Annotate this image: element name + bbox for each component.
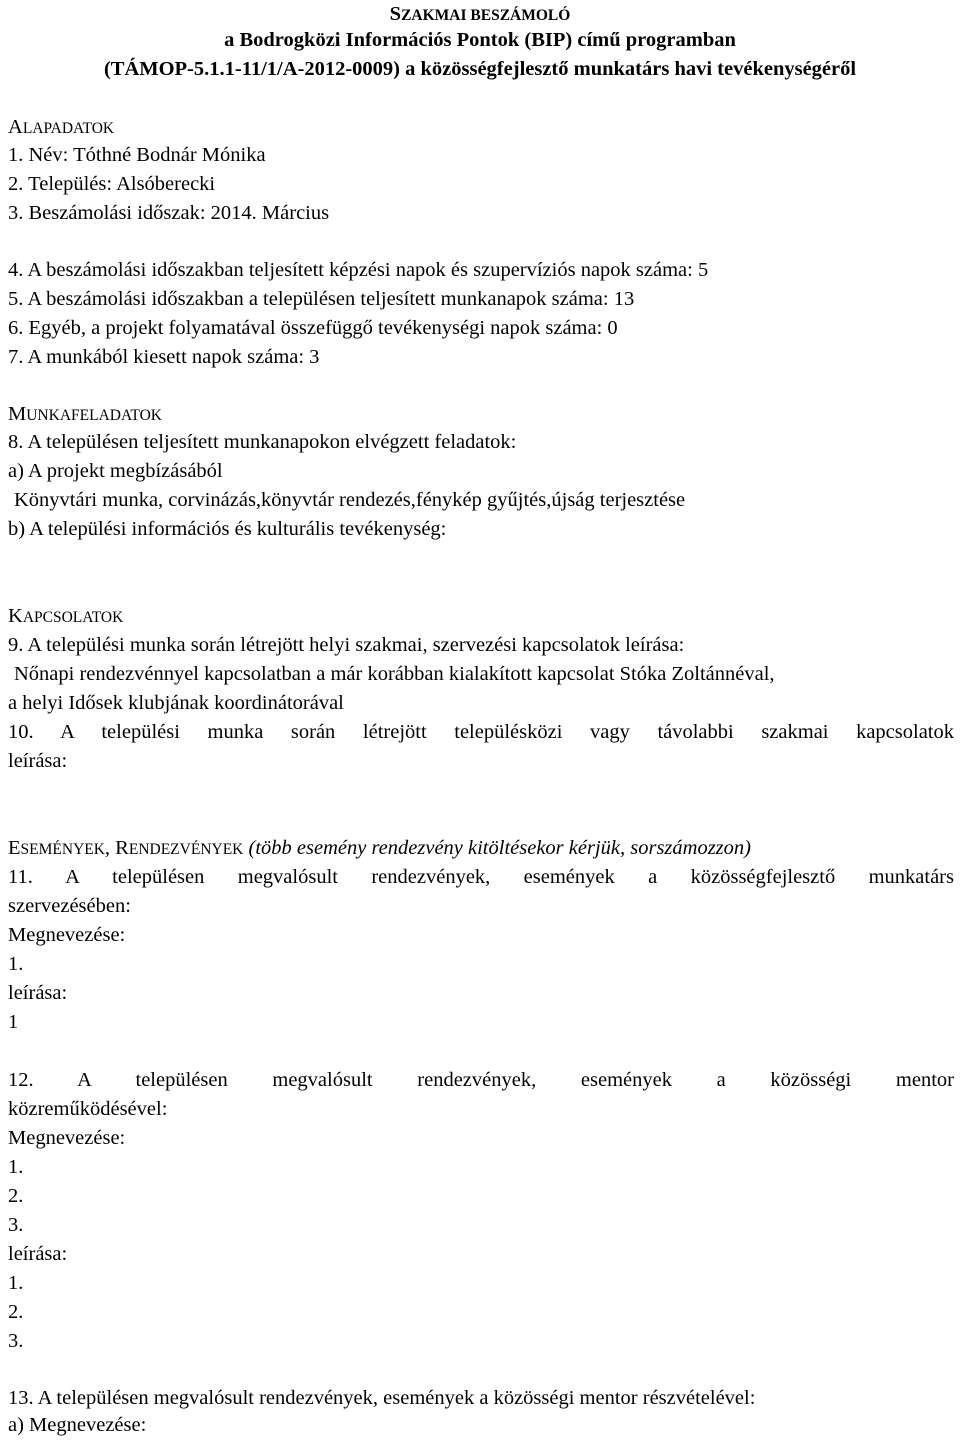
events-mentor-desc-3: 3. <box>8 1330 24 1352</box>
item-events-organized: 11. A településen megvalósult rendezvények, események a közösségfejlesztő munkatárs <box>8 866 954 888</box>
item-training-days: 4. A beszámolási időszakban teljesített képzési napok és szupervíziós napok száma: 5 <box>8 259 709 281</box>
events-organized-desc-1: 1 <box>8 1011 19 1033</box>
events-organized-name-label: Megnevezése: <box>8 924 126 946</box>
heading-separator: , <box>104 837 116 859</box>
item-events-organized-cont: szervezésében: <box>8 895 131 917</box>
heading-rest: UNKAFELADATOK <box>26 407 163 424</box>
item-events-mentor-assisted-cont: közreműködésével: <box>8 1098 168 1120</box>
sub-item-info-activity: b) A települési információs és kulturális tevékenység: <box>8 518 447 540</box>
item-settlement: 2. Település: Alsóberecki <box>8 173 216 195</box>
events-organized-desc-label: leírása: <box>8 982 68 1004</box>
section-heading-esemenyek <box>8 834 956 864</box>
item-other-days: 6. Egyéb, a projekt folyamatával összefüggő tevékenységi napok száma: 0 <box>8 317 618 339</box>
events-mentor-desc-2: 2. <box>8 1301 24 1323</box>
events-mentor-name-2: 2. <box>8 1185 24 1207</box>
heading-rest-r: ENDEZVÉNYEK <box>128 841 244 858</box>
heading-initial: K <box>8 605 23 627</box>
project-line: (TÁMOP-5.1.1-11/1/A-2012-0009) a közösségfejlesztő munkatárs havi tevékenységéről <box>103 58 857 80</box>
heading-rest: APCSOLATOK <box>22 609 124 626</box>
events-organized-name-1: 1. <box>8 953 24 975</box>
local-contacts-text-2: a helyi Idősek klubjának koordinátorával <box>8 692 344 714</box>
item-tasks: 8. A településen teljesített munkanapokon elvégzett feladatok: <box>8 431 517 453</box>
title-initial: S <box>389 3 402 25</box>
item-lost-days: 7. A munkából kiesett napok száma: 3 <box>8 346 320 368</box>
heading-rest: LAPADATOK <box>22 120 115 137</box>
events-mentor-desc-1: 1. <box>8 1272 24 1294</box>
events-mentor-name-label: Megnevezése: <box>8 1127 126 1149</box>
heading-initial: A <box>8 116 23 138</box>
title-rest: ZAKMAI BESZÁMOLÓ <box>401 7 571 24</box>
project-mandate-text: Könyvtári munka, corvinázás,könyvtár rendezés,fénykép gyűjtés,újság terjesztése <box>14 489 686 511</box>
heading-rest-e: SEMÉNYEK <box>20 841 105 858</box>
section-heading-munkafeladatok <box>8 400 956 430</box>
local-contacts-text-1: Nőnapi rendezvénnyel kapcsolatban a már korábban kialakított kapcsolat Stóka Zoltánnéval, <box>14 663 775 685</box>
heading-initial: M <box>8 403 27 425</box>
section-heading-alapadatok <box>8 113 956 143</box>
heading-initial-e: E <box>8 837 21 859</box>
item-work-days: 5. A beszámolási időszakban a településen teljesített munkanapok száma: 13 <box>8 288 635 310</box>
events-mentor-name-1: 1. <box>8 1156 24 1178</box>
item-intersettlement-contacts-cont: leírása: <box>8 750 68 772</box>
events-participation-name-label: a) Megnevezése: <box>8 1414 147 1436</box>
section-heading-kapcsolatok <box>8 602 956 632</box>
item-events-mentor-participation: 13. A településen megvalósult rendezvények, események a közösségi mentor részvételével: <box>8 1387 756 1409</box>
item-name: 1. Név: Tóthné Bodnár Mónika <box>8 144 266 166</box>
events-mentor-name-3: 3. <box>8 1214 24 1236</box>
item-events-mentor-assisted: 12. A településen megvalósult rendezvények, események a közösségi mentor <box>8 1069 954 1091</box>
program-line: a Bodrogközi Információs Pontok (BIP) című programban <box>224 29 736 51</box>
heading-note: (több esemény rendezvény kitöltésekor kérjük, sorszámozzon) <box>248 837 751 859</box>
item-period: 3. Beszámolási időszak: 2014. Március <box>8 202 330 224</box>
item-local-contacts: 9. A települési munka során létrejött helyi szakmai, szervezési kapcsolatok leírása: <box>8 634 685 656</box>
heading-initial-r: R <box>115 837 129 859</box>
item-intersettlement-contacts: 10. A települési munka során létrejött településközi vagy távolabbi szakmai kapcsolatok <box>8 721 954 743</box>
events-mentor-desc-label: leírása: <box>8 1243 68 1265</box>
sub-item-project-mandate: a) A projekt megbízásából <box>8 460 223 482</box>
